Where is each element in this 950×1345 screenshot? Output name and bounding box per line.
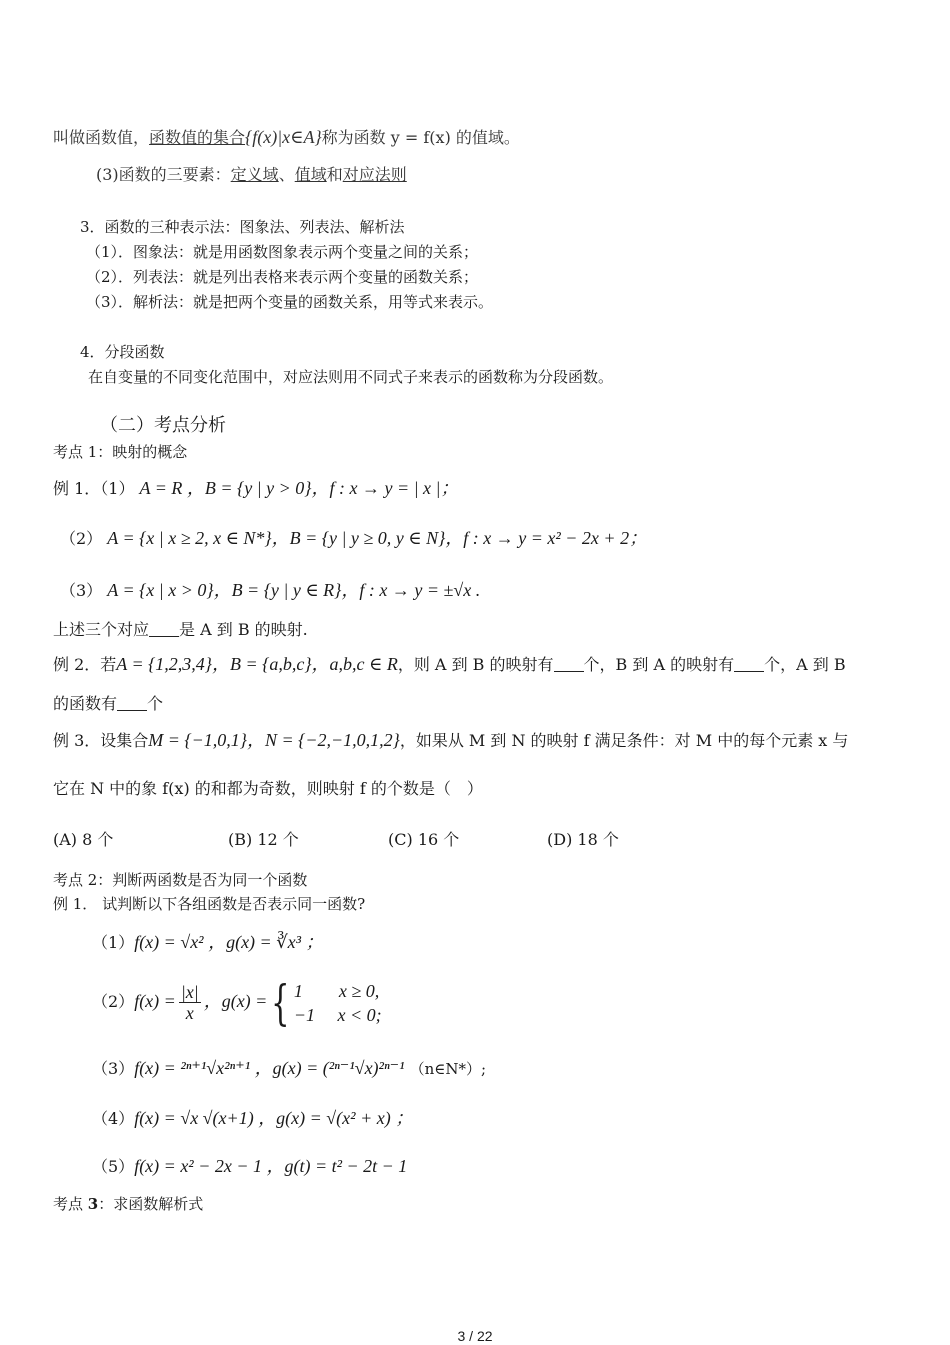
option-c: (C) 16 个 [388,830,460,849]
heading-representation: 3．函数的三种表示法：图象法、列表法、解析法 [80,218,405,236]
paragraph: 在自变量的不同变化范围中，对应法则用不同式子来表示的函数称为分段函数。 [88,368,614,386]
question-line: 上述三个对应 是 A 到 B 的映射. [53,620,308,639]
answer-blank [149,620,179,637]
answer-blank [554,655,584,672]
topic-heading: 考点 3：求函数解析式 [53,1195,204,1213]
example-3-cont: 它在 N 中的象 f(x) 的和都为奇数，则映射 f 的个数是（ ） [53,779,483,798]
brace-symbol: { [271,974,290,1031]
list-item: （2）．列表法：就是列出表格来表示两个变量的函数关系； [86,268,479,286]
line-three-elements: (3)函数的三要素：定义域、值域和对应法则 [96,165,407,184]
fraction: $\frac{|x|}{x}$ [180,982,199,1023]
function-pair-5: （5）f(x) = x² − 2x − 1 ，g(t) = t² − 2t − 1 [92,1156,408,1176]
answer-blank [117,694,147,711]
math-expr: {f(x)|x∈A} [245,127,322,147]
topic-heading: 考点 1：映射的概念 [53,443,188,461]
answer-blank [734,655,764,672]
example-2-cont: 的函数有 个 [53,694,164,713]
example-1-part-1: 例 1．（1） A = R ，B = {y | y > 0}，f : x → y = | x |； [53,478,459,498]
example-3: 例 3．设集合M = {−1,0,1}，N = {−2,−1,0,1,2}，如果从 M 到 N 的映射 f 满足条件：对 M 中的每个元素 x 与 [53,730,849,750]
example-1-part-2: （2） A = {x | x ≥ 2, x ∈ N*}，B = {y | y ≥ 0, y ∈ N}，f : x → y = x² − 2x + 2； [60,528,648,548]
list-item: （1）．图象法：就是用函数图象表示两个变量之间的关系； [86,243,479,261]
option-b: (B) 12 个 [228,830,299,849]
section-heading: （二）考点分析 [100,415,226,436]
function-pair-2: （2）f(x) = $\frac{|x|}{x}$ ，g(x) ={ 1 x ≥ 0, −1 x < 0; [92,974,382,1031]
option-a: (A) 8 个 [53,830,114,849]
example-1-part-3: （3） A = {x | x > 0}，B = {y | y ∈ R}，f : x → y = ±√x . [60,580,481,600]
list-item: （3）．解析法：就是把两个变量的函数关系，用等式来表示。 [86,293,494,311]
function-pair-3: （3）f(x) = ²ⁿ⁺¹√x²ⁿ⁺¹ ，g(x) = (²ⁿ⁻¹√x)²ⁿ⁻¹ （n∈N*）; [92,1058,487,1078]
function-pair-1: （1）f(x) = √x² ，g(x) = ∛x³ ； [92,932,324,952]
heading-piecewise: 4．分段函数 [80,343,165,361]
piecewise-cases: 1 x ≥ 0, −1 x < 0; [293,980,382,1025]
line-range-definition: 叫做函数值，函数值的集合{f(x)|x∈A}称为函数 y = f(x) 的值域。 [53,127,520,147]
example-heading: 例 1． 试判断以下各组函数是否表示同一函数? [53,895,366,913]
option-d: (D) 18 个 [547,830,619,849]
page-number: 3 / 22 [457,1328,493,1344]
function-pair-4: （4）f(x) = √x √(x+1) ，g(x) = √(x² + x) ； [92,1108,414,1128]
underlined-term: 函数值的集合 [149,128,246,147]
topic-heading: 考点 2：判断两函数是否为同一个函数 [53,871,308,889]
example-2: 例 2．若A = {1,2,3,4}，B = {a,b,c}，a,b,c ∈ R，则 A 到 B 的映射有 个，B 到 A 的映射有 个，A 到 B [53,654,846,674]
